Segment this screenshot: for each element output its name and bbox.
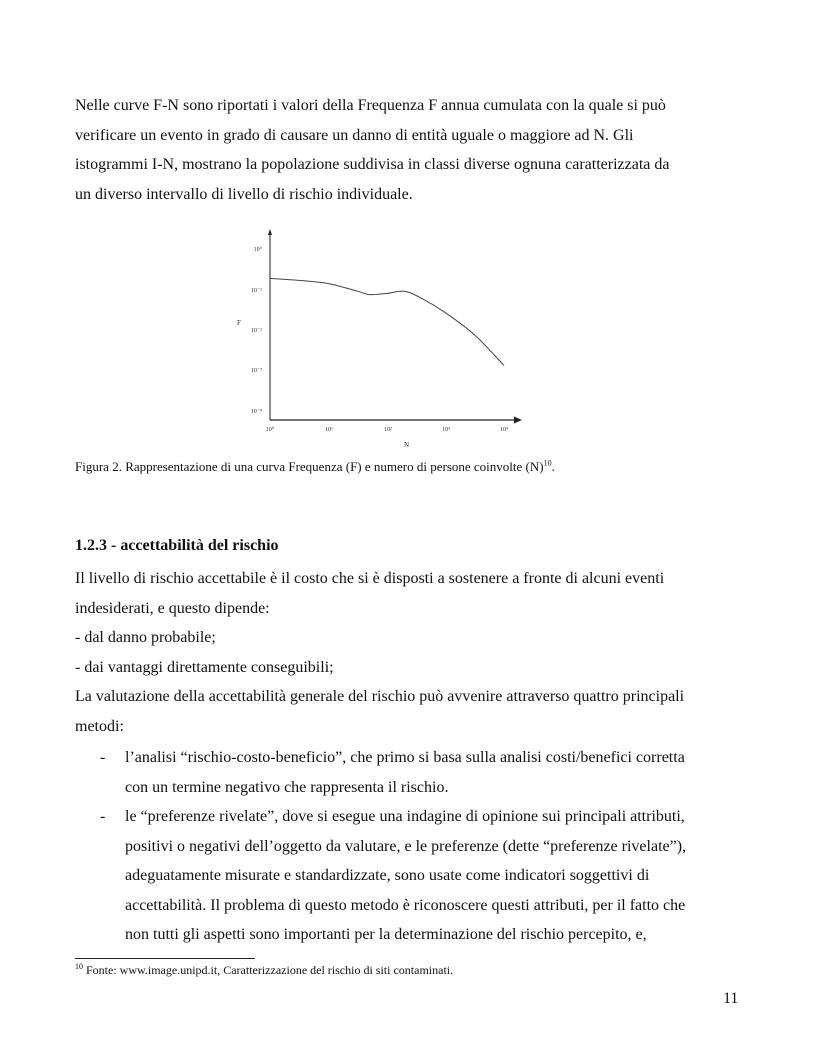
figure-caption-end: . [551,459,555,474]
text-line: Il livello di rischio accettabile è il costo che si è disposti a sostenere a fronte di alcuni eventi [75,570,665,587]
figure-caption-text: Figura 2. Rappresentazione di una curva Frequenza (F) e numero di persone coinvolte (N) [75,459,544,474]
text-line: adeguatamente misurate e standardizzate, sono usate come indicatori soggettivi di [125,867,650,884]
x-axis-label: N [404,441,410,449]
y-axis-label: F [237,319,241,327]
x-tick-label: 10⁴ [499,427,509,433]
fn-curve-line [270,278,504,365]
text-line: - dai vantaggi direttamente conseguibili; [75,658,334,676]
y-axis-arrow-icon [268,229,272,235]
text-line: accettabilità. Il problema di questo metodo è riconoscere questi attributi, per il fatto che [125,896,686,914]
y-tick-label: 10⁻² [251,328,262,334]
y-tick-label: 10⁰ [253,247,262,253]
y-tick-label: 10⁻⁴ [250,409,262,415]
body-paragraph [75,564,755,741]
list-bullet: - [100,749,106,766]
fn-curve-figure [228,228,528,453]
text-line: verificare un evento in grado di causare un danno di entità uguale o maggiore ad N. Gli [75,126,634,144]
footnote-number: 10 [75,962,83,971]
section-heading: 1.2.3 - accettabilità del rischio [75,537,279,554]
text-line: metodi: [75,717,124,735]
text-line: con un termine negativo che rappresenta il rischio. [125,778,449,796]
footnote [75,963,453,978]
y-tick-label: 10⁻³ [251,368,262,374]
text-line: istogrammi I-N, mostrano la popolazione suddivisa in classi diverse ognuna caratterizzata da [75,156,670,173]
text-line: Nelle curve F-N sono riportati i valori della Frequenza F annua cumulata con la quale si può [75,97,666,114]
x-tick-label: 10⁰ [265,427,275,433]
x-tick-label: 10² [384,427,392,433]
page-number: 11 [723,990,739,1007]
text-line: La valutazione della accettabilità generale del rischio può avvenire attraverso quattro principali [75,688,685,705]
y-tick-label: 10⁻¹ [251,288,262,294]
footnote-divider [75,958,255,959]
text-line: un diverso intervallo di livello di rischio individuale. [75,185,413,203]
text-line: positivi o negativi dell’oggetto da valutare, e le preferenze (dette “preferenze rivelate”), [125,837,687,855]
text-line: indesiderati, e questo dipende: [75,599,270,617]
footnote-text: Fonte: www.image.unipd.it, Caratterizzazione del rischio di siti contaminati. [83,963,454,977]
x-axis [270,417,522,424]
text-line: - dal danno probabile; [75,629,216,646]
figure-caption [75,459,555,475]
list-bullet: - [100,808,106,825]
intro-paragraph [75,91,755,209]
text-line: le “preferenze rivelate”, dove si esegue una indagine di opinione sui principali attributi, [125,808,685,825]
x-tick-labels [266,426,508,433]
text-line: non tutti gli aspetti sono importanti per la determinazione del rischio percepito, e, [125,926,647,943]
x-tick-label: 10³ [442,427,450,433]
y-tick-labels [251,246,263,415]
x-tick-label: 10¹ [325,427,333,433]
text-line: l’analisi “rischio-costo-beneficio”, che primo si basa sulla analisi costi/benefici corretta [125,749,685,766]
y-axis [268,229,272,420]
x-axis-arrow-icon [514,417,522,424]
footnote-ref: 10 [543,458,552,468]
